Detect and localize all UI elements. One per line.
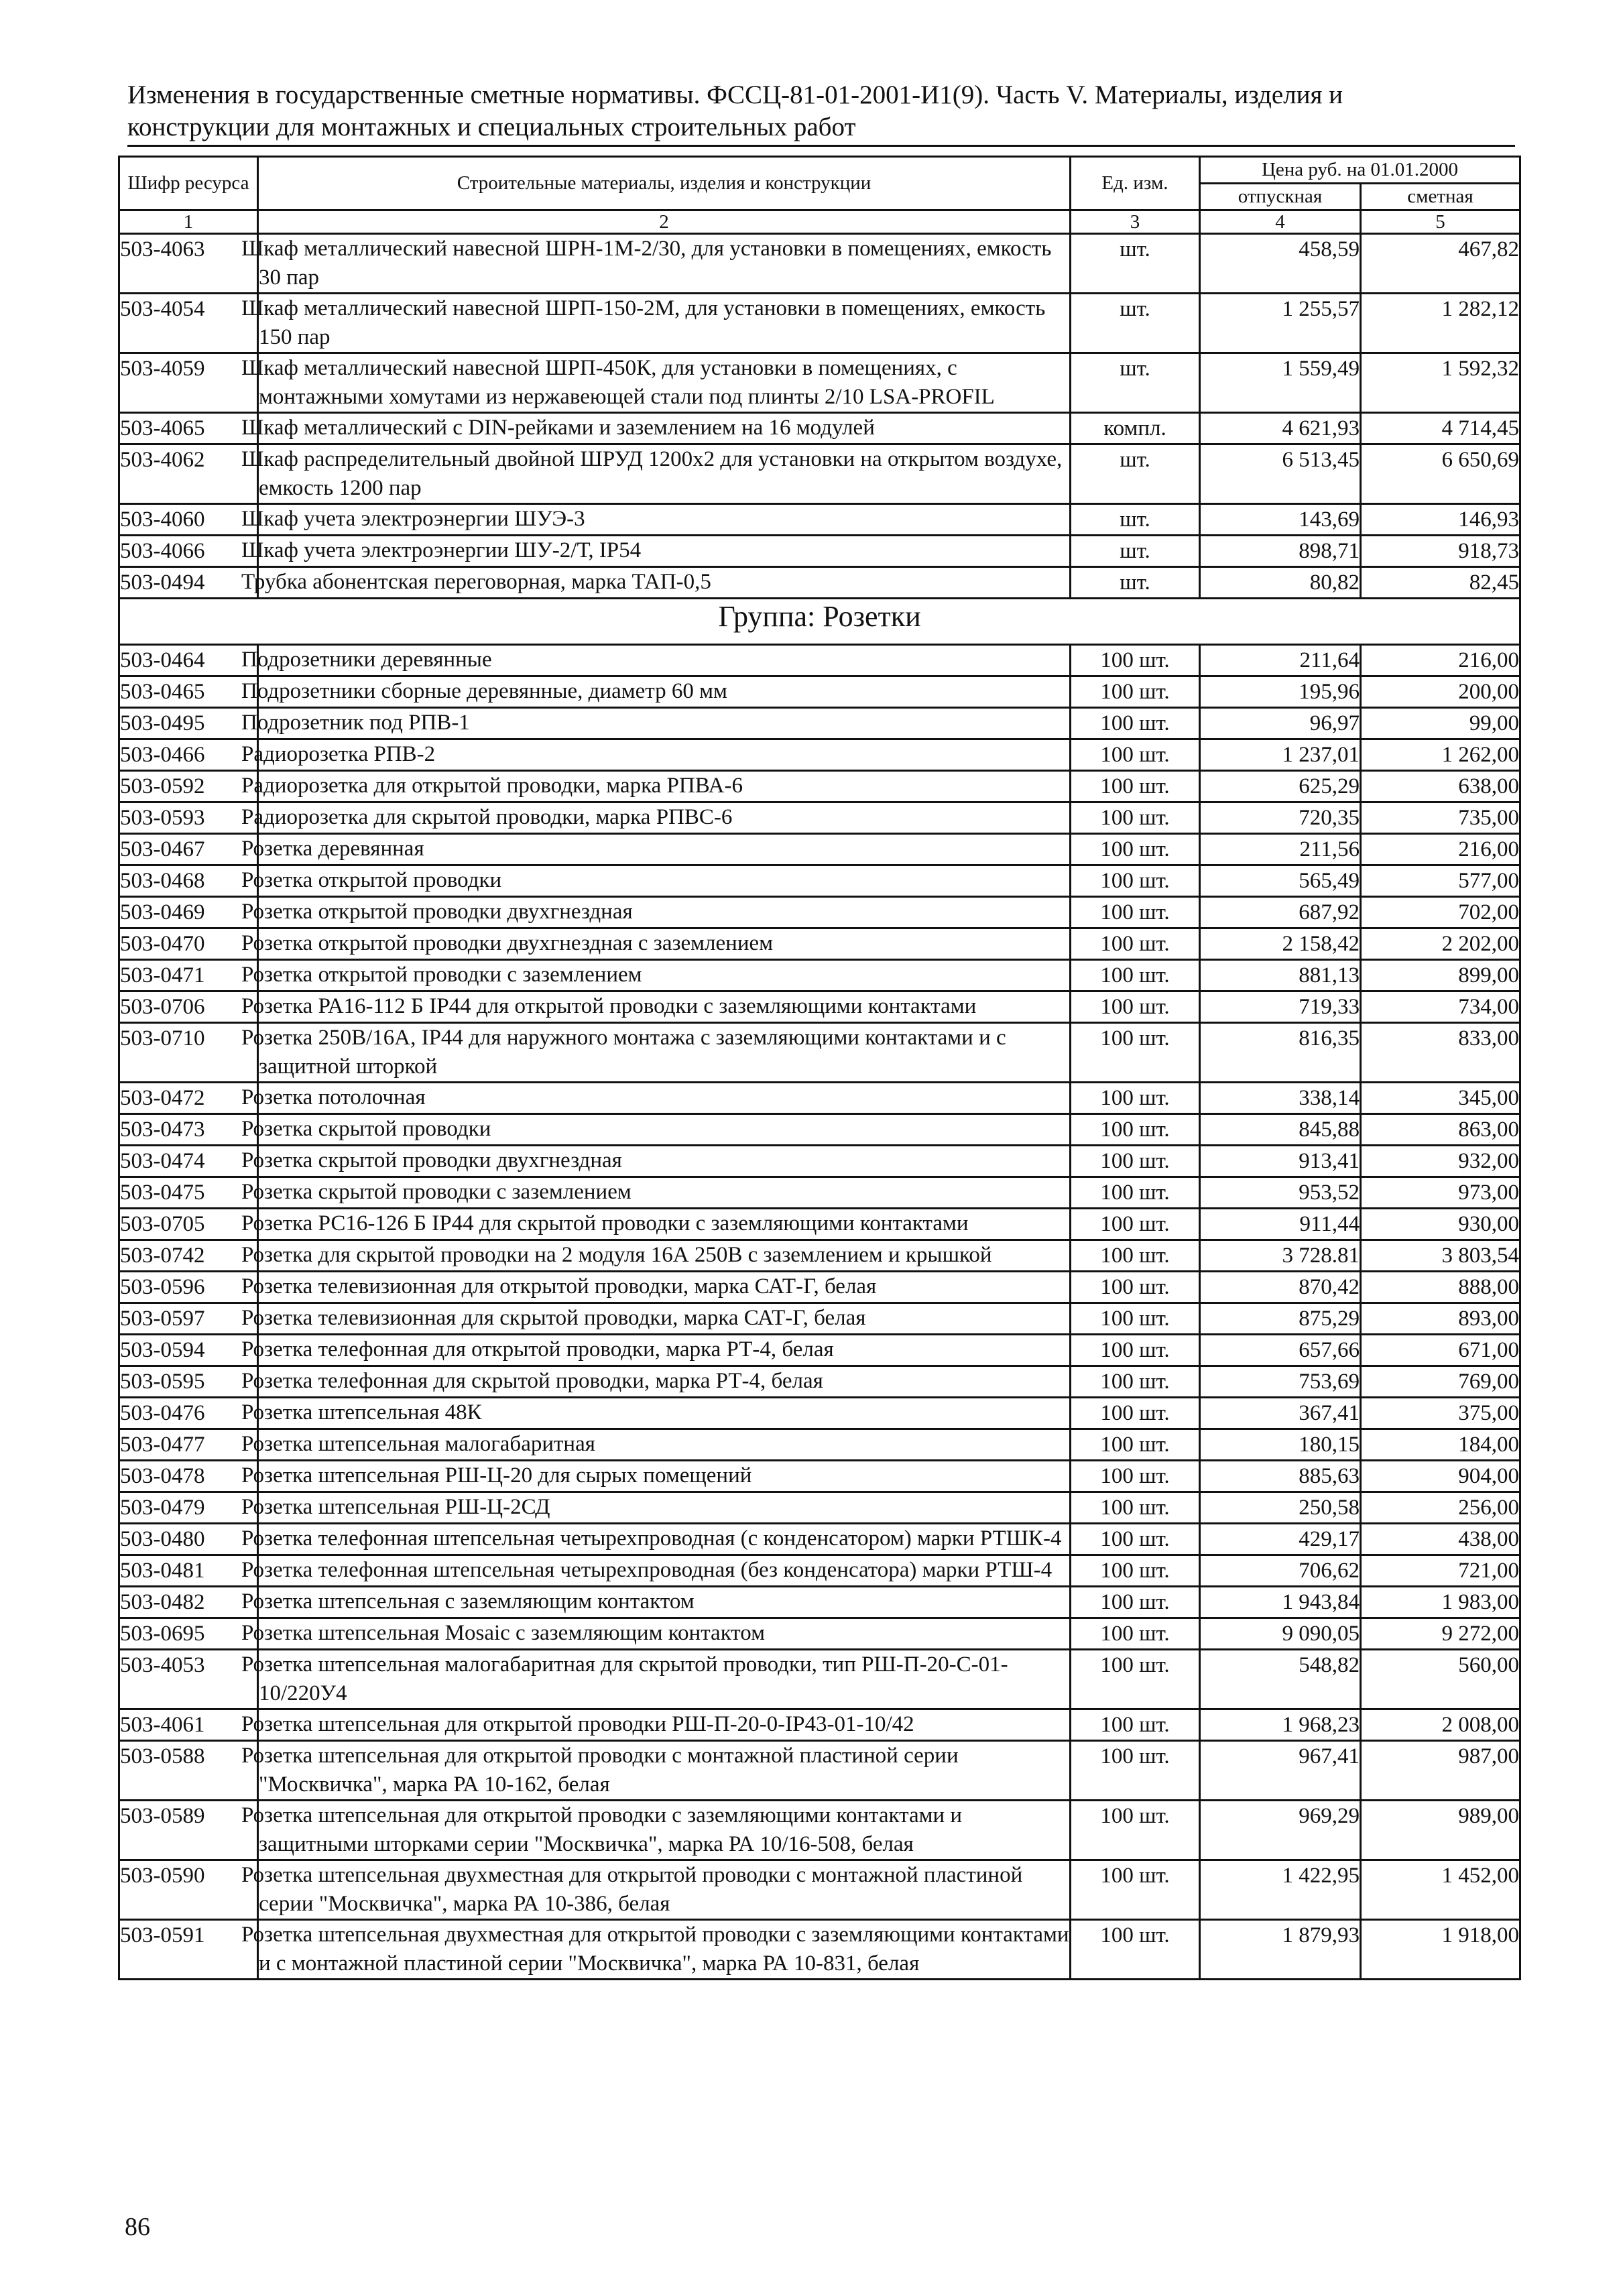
table-row xyxy=(119,413,1520,444)
table-row xyxy=(119,1146,1520,1177)
resource-code: 503-0482 xyxy=(119,1587,258,1618)
estimate-price: 987,00 xyxy=(1361,1741,1520,1801)
resource-code: 503-0593 xyxy=(119,802,258,834)
table-row xyxy=(119,1741,1520,1801)
material-name: Розетка штепсельная для открытой проводки РШ-П-20-0-IP43-01-10/42 xyxy=(258,1709,1071,1741)
column-header-release-price: отпускная xyxy=(1200,184,1361,210)
material-name: Шкаф учета электроэнергии ШУЭ-3 xyxy=(258,504,1071,536)
unit-of-measure: 100 шт. xyxy=(1071,928,1200,960)
header-line-2: конструкции для монтажных и специальных строительных работ xyxy=(127,113,856,141)
unit-of-measure: 100 шт. xyxy=(1071,1801,1200,1860)
table-row xyxy=(119,1461,1520,1492)
release-price: 898,71 xyxy=(1200,536,1361,567)
release-price: 1 422,95 xyxy=(1200,1860,1361,1920)
table-head xyxy=(119,157,1520,210)
group-row xyxy=(119,599,1520,645)
estimate-price: 1 592,32 xyxy=(1361,353,1520,413)
estimate-price: 1 918,00 xyxy=(1361,1920,1520,1980)
estimate-price: 1 983,00 xyxy=(1361,1587,1520,1618)
release-price: 953,52 xyxy=(1200,1177,1361,1209)
unit-of-measure: 100 шт. xyxy=(1071,1860,1200,1920)
unit-of-measure: 100 шт. xyxy=(1071,802,1200,834)
resource-code: 503-0742 xyxy=(119,1240,258,1272)
material-name: Розетка телефонная штепсельная четырехпроводная (без конденсатора) марки РТШ-4 xyxy=(258,1555,1071,1587)
material-name: Розетка телевизионная для открытой проводки, марка САТ-Г, белая xyxy=(258,1272,1071,1303)
unit-of-measure: 100 шт. xyxy=(1071,1461,1200,1492)
material-name: Розетка скрытой проводки двухгнездная xyxy=(258,1146,1071,1177)
estimate-price: 146,93 xyxy=(1361,504,1520,536)
table-row xyxy=(119,1555,1520,1587)
release-price: 429,17 xyxy=(1200,1524,1361,1555)
material-name: Радиорозетка для открытой проводки, марка РПВА-6 xyxy=(258,771,1071,802)
release-price: 458,59 xyxy=(1200,234,1361,294)
estimate-price: 256,00 xyxy=(1361,1492,1520,1524)
resource-code: 503-4060 xyxy=(119,504,258,536)
release-price: 845,88 xyxy=(1200,1114,1361,1146)
estimate-price: 893,00 xyxy=(1361,1303,1520,1335)
page-number: 86 xyxy=(125,2213,150,2241)
resource-code: 503-0705 xyxy=(119,1209,258,1240)
table-row xyxy=(119,739,1520,771)
unit-of-measure: 100 шт. xyxy=(1071,1209,1200,1240)
column-number: 3 xyxy=(1071,210,1200,234)
unit-of-measure: 100 шт. xyxy=(1071,1240,1200,1272)
release-price: 1 968,23 xyxy=(1200,1709,1361,1741)
release-price: 967,41 xyxy=(1200,1741,1361,1801)
material-name: Трубка абонентская переговорная, марка ТАП-0,5 xyxy=(258,567,1071,599)
unit-of-measure: 100 шт. xyxy=(1071,1709,1200,1741)
estimate-price: 833,00 xyxy=(1361,1023,1520,1083)
resource-code: 503-4063 xyxy=(119,234,258,294)
table-row xyxy=(119,1618,1520,1650)
table-row xyxy=(119,1114,1520,1146)
unit-of-measure: 100 шт. xyxy=(1071,1492,1200,1524)
unit-of-measure: 100 шт. xyxy=(1071,1741,1200,1801)
material-name: Шкаф металлический навесной ШРП-450К, для установки в помещениях, с монтажными хомутами из нержавеющей стали под плинты 2/10 LSA-PROFIL xyxy=(258,353,1071,413)
table-row xyxy=(119,1524,1520,1555)
estimate-price: 904,00 xyxy=(1361,1461,1520,1492)
table-row xyxy=(119,1209,1520,1240)
material-name: Розетка открытой проводки двухгнездная с заземлением xyxy=(258,928,1071,960)
unit-of-measure: 100 шт. xyxy=(1071,1920,1200,1980)
resource-code: 503-0464 xyxy=(119,645,258,676)
estimate-price: 200,00 xyxy=(1361,676,1520,708)
table-row xyxy=(119,1650,1520,1709)
estimate-price: 4 714,45 xyxy=(1361,413,1520,444)
resource-code: 503-0465 xyxy=(119,676,258,708)
release-price: 720,35 xyxy=(1200,802,1361,834)
material-name: Розетка скрытой проводки xyxy=(258,1114,1071,1146)
release-price: 367,41 xyxy=(1200,1398,1361,1429)
material-name: Розетка штепсельная 48К xyxy=(258,1398,1071,1429)
table-row xyxy=(119,708,1520,739)
table-row xyxy=(119,1398,1520,1429)
unit-of-measure: 100 шт. xyxy=(1071,1023,1200,1083)
estimate-price: 671,00 xyxy=(1361,1335,1520,1366)
resource-code: 503-4062 xyxy=(119,444,258,504)
table-row xyxy=(119,1860,1520,1920)
unit-of-measure: шт. xyxy=(1071,294,1200,353)
table-row xyxy=(119,1801,1520,1860)
material-name: Розетка штепсельная Mosaic с заземляющим контактом xyxy=(258,1618,1071,1650)
material-name: Розетка телевизионная для скрытой проводки, марка САТ-Г, белая xyxy=(258,1303,1071,1335)
resource-code: 503-0590 xyxy=(119,1860,258,1920)
release-price: 1 559,49 xyxy=(1200,353,1361,413)
table-row xyxy=(119,1492,1520,1524)
table-row xyxy=(119,928,1520,960)
release-price: 211,56 xyxy=(1200,834,1361,865)
resource-code: 503-0474 xyxy=(119,1146,258,1177)
unit-of-measure: компл. xyxy=(1071,413,1200,444)
unit-of-measure: 100 шт. xyxy=(1071,960,1200,991)
resource-code: 503-0595 xyxy=(119,1366,258,1398)
release-price: 870,42 xyxy=(1200,1272,1361,1303)
header-line-1: Изменения в государственные сметные нормативы. ФССЦ-81-01-2001-И1(9). Часть V. Материалы, изделия и xyxy=(127,80,1343,109)
unit-of-measure: 100 шт. xyxy=(1071,1272,1200,1303)
unit-of-measure: 100 шт. xyxy=(1071,1429,1200,1461)
estimate-price: 2 202,00 xyxy=(1361,928,1520,960)
resource-code: 503-0494 xyxy=(119,567,258,599)
unit-of-measure: 100 шт. xyxy=(1071,991,1200,1023)
material-name: Шкаф металлический навесной ШРП-150-2М, для установки в помещениях, емкость 150 пар xyxy=(258,294,1071,353)
estimate-price: 734,00 xyxy=(1361,991,1520,1023)
resource-code: 503-0591 xyxy=(119,1920,258,1980)
material-name: Розетка скрытой проводки с заземлением xyxy=(258,1177,1071,1209)
material-name: Радиорозетка РПВ-2 xyxy=(258,739,1071,771)
resource-code: 503-0476 xyxy=(119,1398,258,1429)
resource-code: 503-0466 xyxy=(119,739,258,771)
resource-code: 503-0471 xyxy=(119,960,258,991)
column-header-estimate-price: сметная xyxy=(1361,184,1520,210)
table-row xyxy=(119,1335,1520,1366)
estimate-price: 99,00 xyxy=(1361,708,1520,739)
estimate-price: 899,00 xyxy=(1361,960,1520,991)
unit-of-measure: 100 шт. xyxy=(1071,865,1200,897)
price-table xyxy=(118,156,1521,1980)
material-name: Шкаф металлический навесной ШРН-1М-2/30, для установки в помещениях, емкость 30 пар xyxy=(258,234,1071,294)
material-name: Розетка для скрытой проводки на 2 модуля 16А 250В с заземлением и крышкой xyxy=(258,1240,1071,1272)
resource-code: 503-4053 xyxy=(119,1650,258,1709)
unit-of-measure: шт. xyxy=(1071,234,1200,294)
resource-code: 503-0473 xyxy=(119,1114,258,1146)
material-name: Шкаф учета электроэнергии ШУ-2/Т, IP54 xyxy=(258,536,1071,567)
column-number: 2 xyxy=(258,210,1071,234)
table-row xyxy=(119,294,1520,353)
resource-code: 503-0472 xyxy=(119,1083,258,1114)
material-name: Розетка РС16-126 Б IP44 для скрытой проводки с заземляющими контактами xyxy=(258,1209,1071,1240)
release-price: 816,35 xyxy=(1200,1023,1361,1083)
unit-of-measure: 100 шт. xyxy=(1071,1303,1200,1335)
estimate-price: 1 452,00 xyxy=(1361,1860,1520,1920)
material-name: Розетка штепсельная РШ-Ц-2СД xyxy=(258,1492,1071,1524)
resource-code: 503-4061 xyxy=(119,1709,258,1741)
table-row xyxy=(119,897,1520,928)
release-price: 969,29 xyxy=(1200,1801,1361,1860)
resource-code: 503-0592 xyxy=(119,771,258,802)
release-price: 1 255,57 xyxy=(1200,294,1361,353)
release-price: 80,82 xyxy=(1200,567,1361,599)
unit-of-measure: 100 шт. xyxy=(1071,1618,1200,1650)
material-name: Шкаф металлический с DIN-рейками и заземлением на 16 модулей xyxy=(258,413,1071,444)
unit-of-measure: шт. xyxy=(1071,536,1200,567)
resource-code: 503-0467 xyxy=(119,834,258,865)
unit-of-measure: 100 шт. xyxy=(1071,1114,1200,1146)
material-name: Розетка открытой проводки двухгнездная xyxy=(258,897,1071,928)
material-name: Розетка телефонная для скрытой проводки, марка РТ-4, белая xyxy=(258,1366,1071,1398)
table-row xyxy=(119,536,1520,567)
table-row xyxy=(119,834,1520,865)
estimate-price: 863,00 xyxy=(1361,1114,1520,1146)
release-price: 881,13 xyxy=(1200,960,1361,991)
unit-of-measure: 100 шт. xyxy=(1071,771,1200,802)
unit-of-measure: 100 шт. xyxy=(1071,708,1200,739)
resource-code: 503-0478 xyxy=(119,1461,258,1492)
resource-code: 503-0597 xyxy=(119,1303,258,1335)
resource-code: 503-0475 xyxy=(119,1177,258,1209)
table-row xyxy=(119,1083,1520,1114)
unit-of-measure: 100 шт. xyxy=(1071,834,1200,865)
material-name: Розетка штепсельная с заземляющим контактом xyxy=(258,1587,1071,1618)
resource-code: 503-0589 xyxy=(119,1801,258,1860)
estimate-price: 82,45 xyxy=(1361,567,1520,599)
resource-code: 503-4066 xyxy=(119,536,258,567)
table-row xyxy=(119,504,1520,536)
estimate-price: 735,00 xyxy=(1361,802,1520,834)
column-header-code: Шифр ресурса xyxy=(119,157,258,210)
estimate-price: 989,00 xyxy=(1361,1801,1520,1860)
material-name: Розетка деревянная xyxy=(258,834,1071,865)
release-price: 2 158,42 xyxy=(1200,928,1361,960)
material-name: Подрозетники деревянные xyxy=(258,645,1071,676)
estimate-price: 577,00 xyxy=(1361,865,1520,897)
resource-code: 503-0480 xyxy=(119,1524,258,1555)
table-row xyxy=(119,645,1520,676)
material-name: Розетка открытой проводки xyxy=(258,865,1071,897)
table-row xyxy=(119,1240,1520,1272)
column-number: 4 xyxy=(1200,210,1361,234)
release-price: 687,92 xyxy=(1200,897,1361,928)
resource-code: 503-0695 xyxy=(119,1618,258,1650)
unit-of-measure: 100 шт. xyxy=(1071,1587,1200,1618)
material-name: Розетка штепсельная для открытой проводки с заземляющими контактами и защитными шторками серии "Москвичка", марка РА 10/16-508, белая xyxy=(258,1801,1071,1860)
material-name: Розетка телефонная для открытой проводки, марка РТ-4, белая xyxy=(258,1335,1071,1366)
material-name: Розетка штепсельная малогабаритная xyxy=(258,1429,1071,1461)
resource-code: 503-0477 xyxy=(119,1429,258,1461)
release-price: 1 237,01 xyxy=(1200,739,1361,771)
material-name: Шкаф распределительный двойной ШРУД 1200х2 для установки на открытом воздухе, емкость 1200 пар xyxy=(258,444,1071,504)
resource-code: 503-0481 xyxy=(119,1555,258,1587)
material-name: Розетка РА16-112 Б IP44 для открытой проводки с заземляющими контактами xyxy=(258,991,1071,1023)
release-price: 211,64 xyxy=(1200,645,1361,676)
unit-of-measure: 100 шт. xyxy=(1071,739,1200,771)
unit-of-measure: 100 шт. xyxy=(1071,1146,1200,1177)
table-row xyxy=(119,1709,1520,1741)
release-price: 548,82 xyxy=(1200,1650,1361,1709)
material-name: Розетка штепсельная двухместная для открытой проводки с монтажной пластиной серии "Москвичка", марка РА 10-386, белая xyxy=(258,1860,1071,1920)
resource-code: 503-0469 xyxy=(119,897,258,928)
unit-of-measure: шт. xyxy=(1071,353,1200,413)
unit-of-measure: 100 шт. xyxy=(1071,645,1200,676)
estimate-price: 702,00 xyxy=(1361,897,1520,928)
unit-of-measure: 100 шт. xyxy=(1071,1555,1200,1587)
estimate-price: 973,00 xyxy=(1361,1177,1520,1209)
estimate-price: 2 008,00 xyxy=(1361,1709,1520,1741)
material-name: Розетка 250В/16А, IP44 для наружного монтажа с заземляющими контактами и с защитной шторкой xyxy=(258,1023,1071,1083)
material-name: Розетка штепсельная для открытой проводки с монтажной пластиной серии "Москвичка", марка РА 10-162, белая xyxy=(258,1741,1071,1801)
release-price: 1 879,93 xyxy=(1200,1920,1361,1980)
resource-code: 503-0468 xyxy=(119,865,258,897)
material-name: Розетка штепсельная РШ-Ц-20 для сырых помещений xyxy=(258,1461,1071,1492)
resource-code: 503-0596 xyxy=(119,1272,258,1303)
column-number-row xyxy=(119,210,1520,234)
table-row xyxy=(119,802,1520,834)
table-row xyxy=(119,234,1520,294)
estimate-price: 1 262,00 xyxy=(1361,739,1520,771)
material-name: Подрозетники сборные деревянные, диаметр 60 мм xyxy=(258,676,1071,708)
table-row xyxy=(119,771,1520,802)
estimate-price: 184,00 xyxy=(1361,1429,1520,1461)
unit-of-measure: шт. xyxy=(1071,504,1200,536)
estimate-price: 721,00 xyxy=(1361,1555,1520,1587)
release-price: 250,58 xyxy=(1200,1492,1361,1524)
unit-of-measure: 100 шт. xyxy=(1071,897,1200,928)
release-price: 625,29 xyxy=(1200,771,1361,802)
unit-of-measure: 100 шт. xyxy=(1071,1524,1200,1555)
unit-of-measure: 100 шт. xyxy=(1071,1650,1200,1709)
group-title: Группа: Розетки xyxy=(119,599,1520,645)
estimate-price: 769,00 xyxy=(1361,1366,1520,1398)
table-row xyxy=(119,1587,1520,1618)
estimate-price: 638,00 xyxy=(1361,771,1520,802)
table-row xyxy=(119,960,1520,991)
table-row xyxy=(119,865,1520,897)
estimate-price: 6 650,69 xyxy=(1361,444,1520,504)
estimate-price: 9 272,00 xyxy=(1361,1618,1520,1650)
material-name: Розетка штепсельная двухместная для открытой проводки с заземляющими контактами и с монтажной пластиной серии "Москвичка", марка РА 10-831, белая xyxy=(258,1920,1071,1980)
release-price: 4 621,93 xyxy=(1200,413,1361,444)
unit-of-measure: 100 шт. xyxy=(1071,1177,1200,1209)
resource-code: 503-0479 xyxy=(119,1492,258,1524)
release-price: 338,14 xyxy=(1200,1083,1361,1114)
resource-code: 503-0710 xyxy=(119,1023,258,1083)
table-row xyxy=(119,1429,1520,1461)
document-header xyxy=(127,79,1515,147)
resource-code: 503-4065 xyxy=(119,413,258,444)
release-price: 6 513,45 xyxy=(1200,444,1361,504)
table-body xyxy=(119,210,1520,1980)
release-price: 719,33 xyxy=(1200,991,1361,1023)
column-header-price-group: Цена руб. на 01.01.2000 xyxy=(1200,157,1520,184)
table-row xyxy=(119,1023,1520,1083)
table-row xyxy=(119,444,1520,504)
estimate-price: 3 803,54 xyxy=(1361,1240,1520,1272)
release-price: 9 090,05 xyxy=(1200,1618,1361,1650)
estimate-price: 467,82 xyxy=(1361,234,1520,294)
estimate-price: 932,00 xyxy=(1361,1146,1520,1177)
material-name: Розетка штепсельная малогабаритная для скрытой проводки, тип РШ-П-20-С-01-10/220У4 xyxy=(258,1650,1071,1709)
estimate-price: 345,00 xyxy=(1361,1083,1520,1114)
release-price: 195,96 xyxy=(1200,676,1361,708)
resource-code: 503-0495 xyxy=(119,708,258,739)
material-name: Розетка телефонная штепсельная четырехпроводная (с конденсатором) марки РТШК-4 xyxy=(258,1524,1071,1555)
table-row xyxy=(119,991,1520,1023)
estimate-price: 216,00 xyxy=(1361,645,1520,676)
unit-of-measure: 100 шт. xyxy=(1071,1335,1200,1366)
release-price: 706,62 xyxy=(1200,1555,1361,1587)
release-price: 565,49 xyxy=(1200,865,1361,897)
resource-code: 503-0706 xyxy=(119,991,258,1023)
unit-of-measure: 100 шт. xyxy=(1071,1083,1200,1114)
resource-code: 503-0594 xyxy=(119,1335,258,1366)
column-header-name: Строительные материалы, изделия и конструкции xyxy=(258,157,1071,210)
release-price: 875,29 xyxy=(1200,1303,1361,1335)
resource-code: 503-4059 xyxy=(119,353,258,413)
table-row xyxy=(119,567,1520,599)
estimate-price: 1 282,12 xyxy=(1361,294,1520,353)
unit-of-measure: шт. xyxy=(1071,444,1200,504)
column-number: 5 xyxy=(1361,210,1520,234)
release-price: 753,69 xyxy=(1200,1366,1361,1398)
material-name: Подрозетник под РПВ-1 xyxy=(258,708,1071,739)
release-price: 143,69 xyxy=(1200,504,1361,536)
unit-of-measure: шт. xyxy=(1071,567,1200,599)
estimate-price: 438,00 xyxy=(1361,1524,1520,1555)
table-row xyxy=(119,676,1520,708)
release-price: 3 728.81 xyxy=(1200,1240,1361,1272)
estimate-price: 375,00 xyxy=(1361,1398,1520,1429)
release-price: 180,15 xyxy=(1200,1429,1361,1461)
column-number: 1 xyxy=(119,210,258,234)
table-row xyxy=(119,353,1520,413)
material-name: Розетка открытой проводки с заземлением xyxy=(258,960,1071,991)
resource-code: 503-4054 xyxy=(119,294,258,353)
unit-of-measure: 100 шт. xyxy=(1071,1366,1200,1398)
table-row xyxy=(119,1177,1520,1209)
estimate-price: 930,00 xyxy=(1361,1209,1520,1240)
estimate-price: 216,00 xyxy=(1361,834,1520,865)
estimate-price: 888,00 xyxy=(1361,1272,1520,1303)
table-row xyxy=(119,1366,1520,1398)
unit-of-measure: 100 шт. xyxy=(1071,676,1200,708)
column-header-unit: Ед. изм. xyxy=(1071,157,1200,210)
material-name: Радиорозетка для скрытой проводки, марка РПВС-6 xyxy=(258,802,1071,834)
table-row xyxy=(119,1303,1520,1335)
release-price: 1 943,84 xyxy=(1200,1587,1361,1618)
estimate-price: 560,00 xyxy=(1361,1650,1520,1709)
table-row xyxy=(119,1272,1520,1303)
resource-code: 503-0588 xyxy=(119,1741,258,1801)
release-price: 913,41 xyxy=(1200,1146,1361,1177)
unit-of-measure: 100 шт. xyxy=(1071,1398,1200,1429)
resource-code: 503-0470 xyxy=(119,928,258,960)
estimate-price: 918,73 xyxy=(1361,536,1520,567)
release-price: 96,97 xyxy=(1200,708,1361,739)
table-row xyxy=(119,1920,1520,1980)
material-name: Розетка потолочная xyxy=(258,1083,1071,1114)
release-price: 657,66 xyxy=(1200,1335,1361,1366)
release-price: 911,44 xyxy=(1200,1209,1361,1240)
release-price: 885,63 xyxy=(1200,1461,1361,1492)
